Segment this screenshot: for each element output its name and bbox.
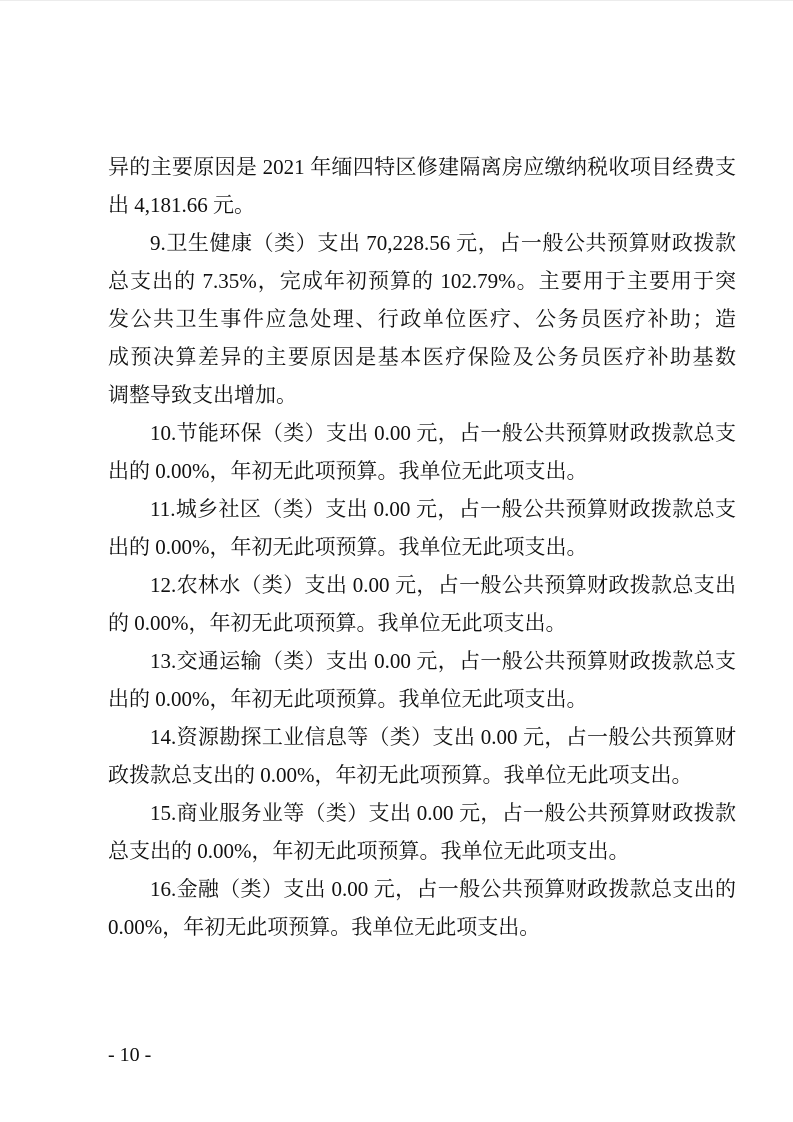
text-line: 发公共卫生事件应急处理、行政单位医疗、公务员医疗补助；造 [108,307,736,331]
body-text [108,148,736,946]
text-line: 14.资源勘探工业信息等（类）支出 0.00 元，占一般公共预算财 [150,725,736,749]
paragraph-item-15-commerce [108,794,736,870]
paragraph-item-11-community [108,490,736,566]
paragraph-item-16-finance [108,870,736,946]
text-line: 总支出的 7.35%，完成年初预算的 102.79%。主要用于主要用于突 [108,269,736,293]
paragraph-item-14-resources [108,718,736,794]
text-line: 调整导致支出增加。 [108,383,297,407]
paragraph-continuation [108,148,736,224]
text-line: 12.农林水（类）支出 0.00 元，占一般公共预算财政拨款总支出 [150,573,736,597]
text-line: 9.卫生健康（类）支出 70,228.56 元，占一般公共预算财政拨款 [150,231,736,255]
paragraph-item-13-transport [108,642,736,718]
text-line: 0.00%，年初无此项预算。我单位无此项支出。 [108,915,541,939]
page-number: - 10 - [108,1044,152,1066]
text-line: 15.商业服务业等（类）支出 0.00 元，占一般公共预算财政拨款 [150,801,736,825]
text-line: 政拨款总支出的 0.00%，年初无此项预算。我单位无此项支出。 [108,763,693,787]
text-line: 的 0.00%，年初无此项预算。我单位无此项支出。 [108,611,567,635]
text-line: 出的 0.00%，年初无此项预算。我单位无此项支出。 [108,687,588,711]
text-line: 出的 0.00%，年初无此项预算。我单位无此项支出。 [108,535,588,559]
text-line: 13.交通运输（类）支出 0.00 元，占一般公共预算财政拨款总支 [150,649,736,673]
text-line: 出 4,181.66 元。 [108,193,255,217]
paragraph-item-12-agriculture [108,566,736,642]
text-line: 出的 0.00%，年初无此项预算。我单位无此项支出。 [108,459,588,483]
text-line: 异的主要原因是 2021 年缅四特区修建隔离房应缴纳税收项目经费支 [108,155,736,179]
text-line: 总支出的 0.00%，年初无此项预算。我单位无此项支出。 [108,839,630,863]
paragraph-item-10-energy [108,414,736,490]
text-line: 16.金融（类）支出 0.00 元，占一般公共预算财政拨款总支出的 [150,877,736,901]
text-line: 10.节能环保（类）支出 0.00 元，占一般公共预算财政拨款总支 [150,421,736,445]
text-line: 成预决算差异的主要原因是基本医疗保险及公务员医疗补助基数 [108,345,736,369]
paragraph-item-9-health [108,224,736,414]
text-line: 11.城乡社区（类）支出 0.00 元，占一般公共预算财政拨款总支 [150,497,736,521]
